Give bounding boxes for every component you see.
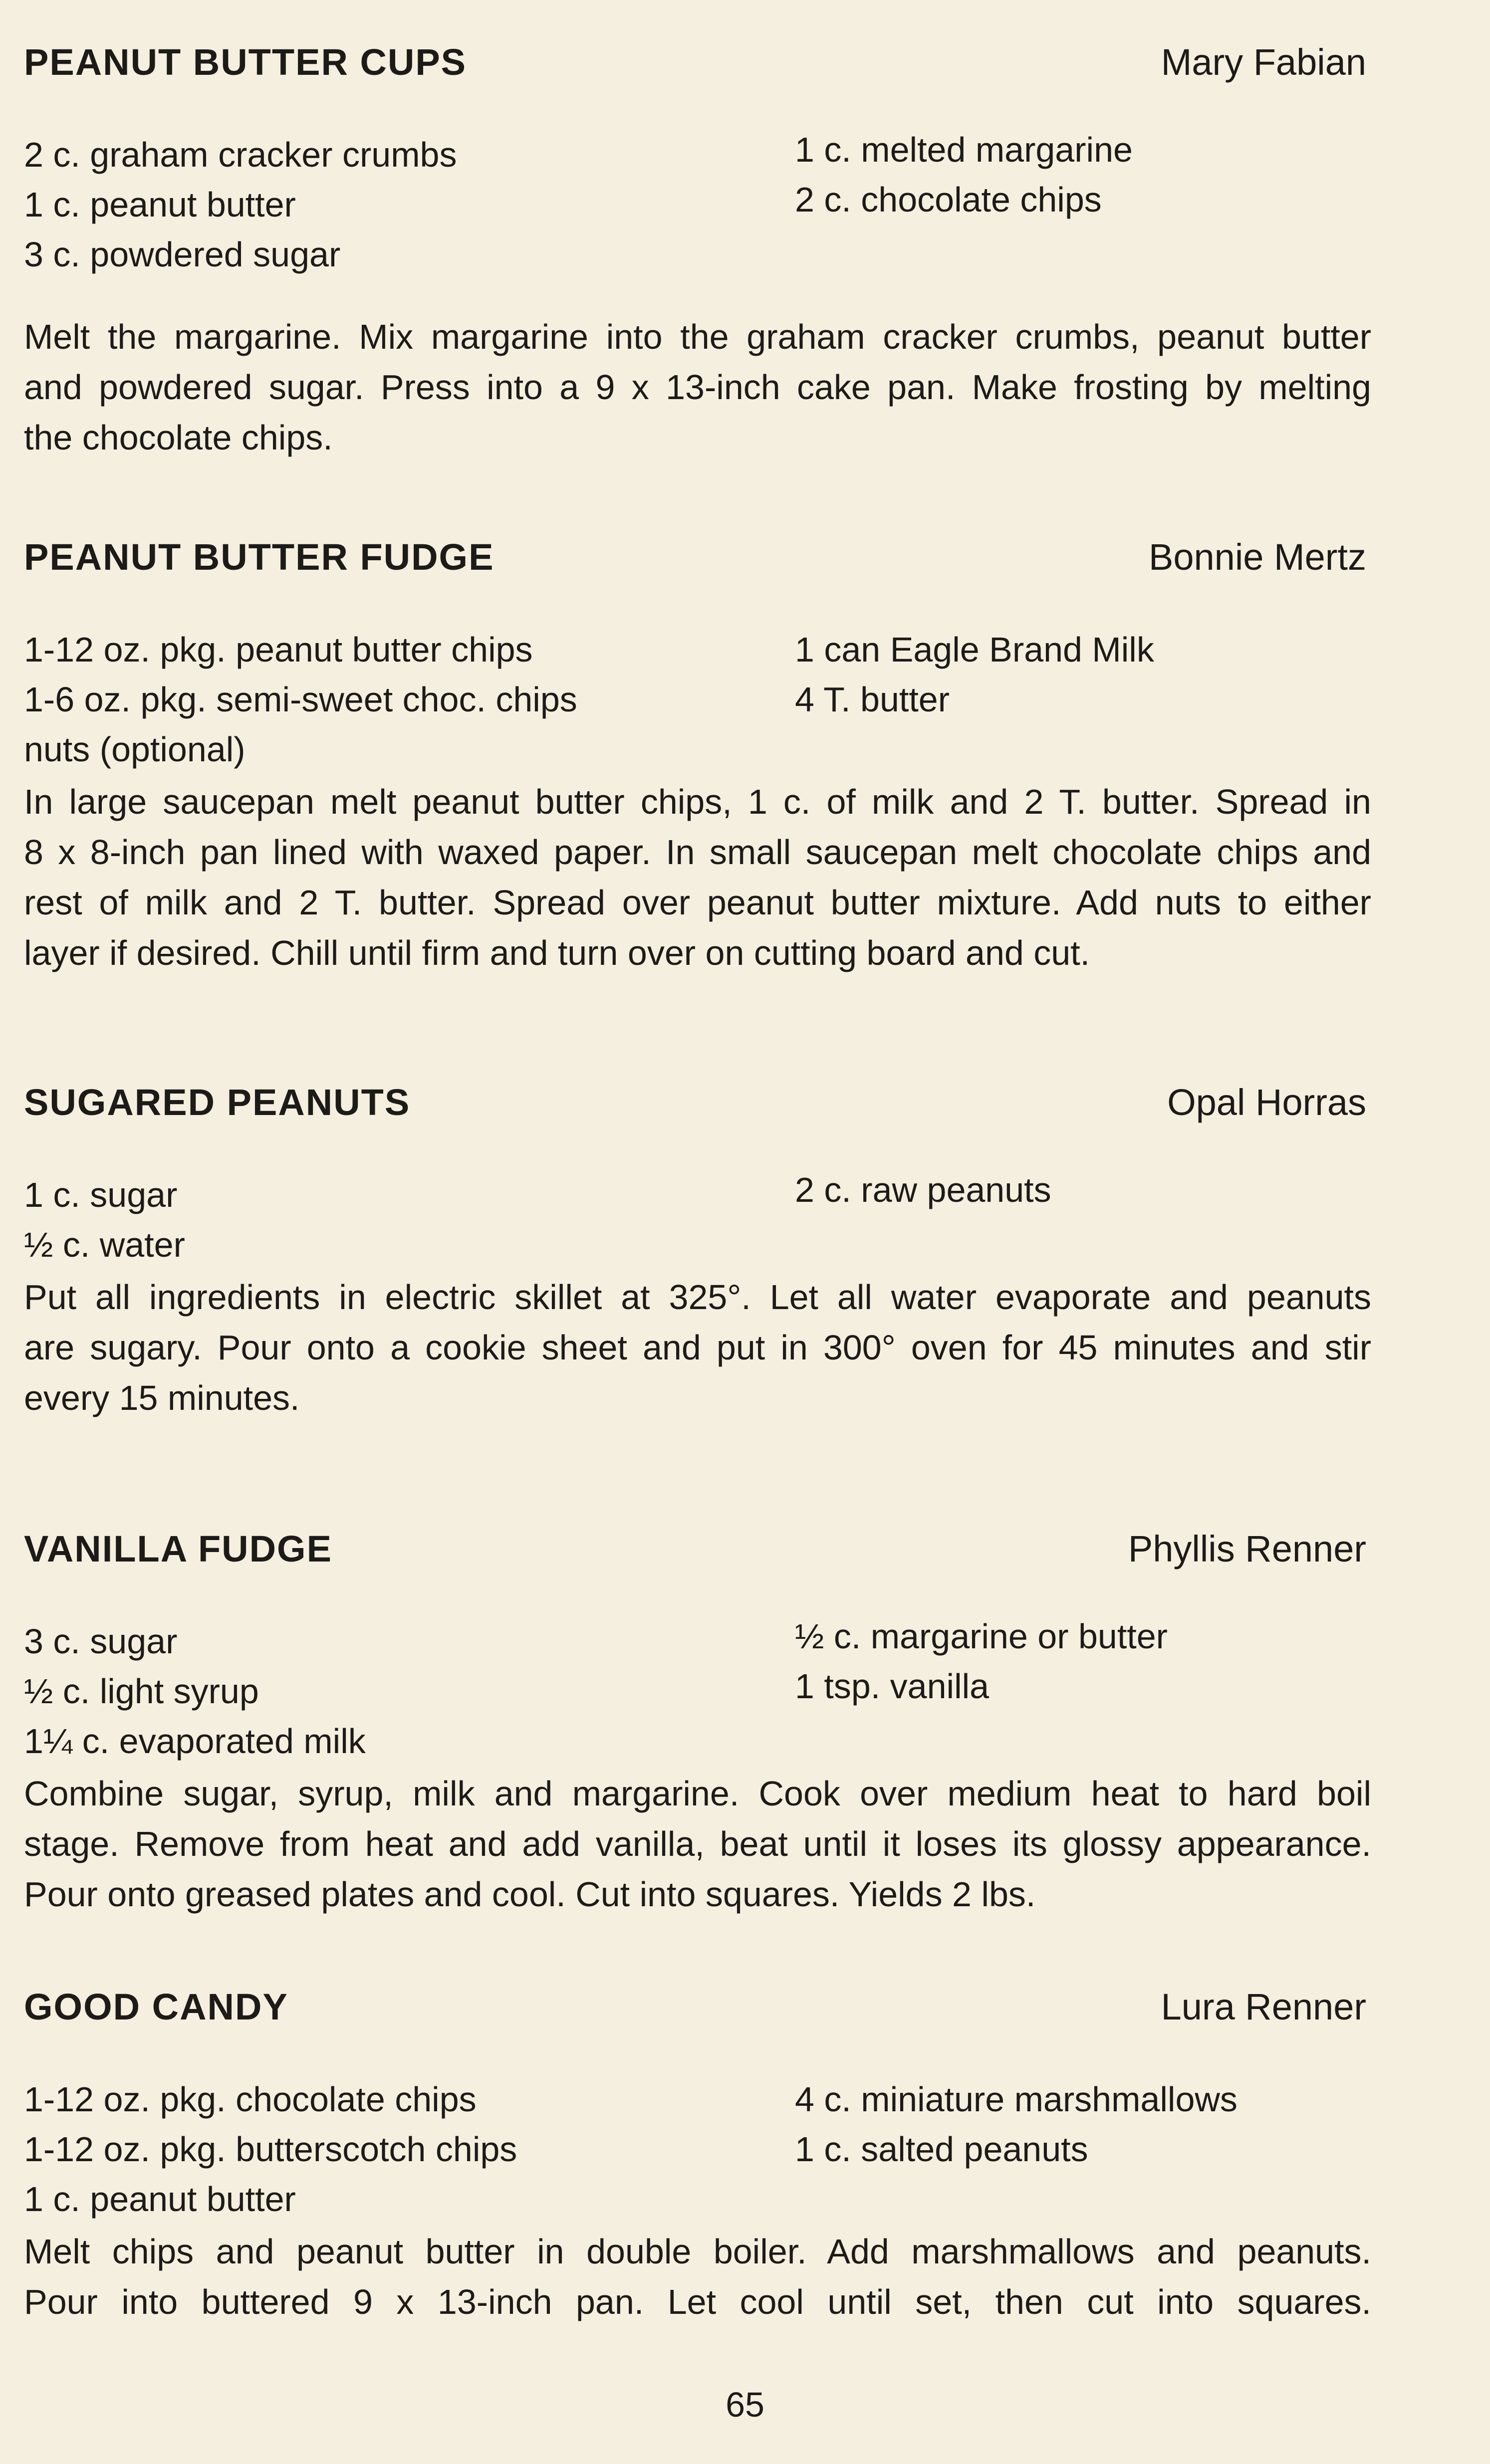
recipe-peanut-butter-fudge [24,530,1371,972]
directions-line: Put all ingredients in electric skillet at 325°. Let all water evaporate and peanuts [24,1278,1371,1317]
recipe-sugared-peanuts [24,1075,1371,1417]
directions-line: 8 x 8-inch pan lined with waxed paper. In small saucepan melt chocolate chips and [24,833,1371,872]
ingredient: 1 tsp. vanilla [795,1667,990,1706]
recipe-directions [24,2227,1371,2327]
recipe-header [24,35,1366,90]
recipe-title: SUGARED PEANUTS [24,1082,411,1123]
recipe-header [24,1980,1366,2034]
ingredient: 1 can Eagle Brand Milk [795,630,1154,669]
directions-line: In large saucepan melt peanut butter chips, 1 c. of milk and 2 T. butter. Spread in [24,782,1371,821]
ingredients-right-column [795,1165,1364,1215]
ingredient: 1 c. salted peanuts [795,2130,1088,2169]
directions-line: Pour onto greased plates and cool. Cut into squares. Yields 2 lbs. [24,1875,1036,1914]
ingredient-list [24,130,1366,279]
ingredient: 1-12 oz. pkg. chocolate chips [24,2080,477,2119]
recipe-author: Opal Horras [1167,1082,1366,1123]
ingredients-right-column [795,625,1364,724]
recipe-title: VANILLA FUDGE [24,1528,332,1569]
ingredient: 1 c. peanut butter [24,185,296,224]
ingredient: ½ c. water [24,1225,185,1264]
recipe-directions [24,312,1371,463]
ingredient: 1-12 oz. pkg. peanut butter chips [24,630,533,669]
recipe-directions [24,1272,1371,1423]
ingredient: 1¼ c. evaporated milk [24,1722,366,1761]
directions-line: the chocolate chips. [24,418,333,457]
recipe-author: Mary Fabian [1161,41,1366,83]
ingredient-list [24,2074,1366,2224]
page-number: 65 [726,2385,764,2424]
recipe-title: PEANUT BUTTER CUPS [24,41,467,83]
recipe-title: GOOD CANDY [24,1986,288,2027]
ingredient: 1 c. peanut butter [24,2180,296,2219]
ingredients-right-column [795,1611,1364,1711]
recipe-vanilla-fudge [24,1522,1371,1914]
ingredient: 3 c. sugar [24,1622,178,1661]
recipe-directions [24,777,1371,978]
ingredient: 4 c. miniature marshmallows [795,2080,1238,2119]
ingredient: 3 c. powdered sugar [24,235,341,274]
ingredients-right-column [795,2074,1364,2174]
directions-line: stage. Remove from heat and add vanilla, beat until it loses its glossy appearance. [24,1824,1371,1863]
recipe-header [24,530,1366,585]
directions-line: Melt the margarine. Mix margarine into the graham cracker crumbs, peanut butter [24,317,1371,356]
recipe-good-candy [24,1980,1371,2321]
recipe-author: Bonnie Mertz [1149,536,1366,578]
ingredient: nuts (optional) [24,730,246,769]
ingredient: 1-12 oz. pkg. butterscotch chips [24,2130,517,2169]
directions-line: rest of milk and 2 T. butter. Spread over peanut butter mixture. Add nuts to either [24,883,1371,922]
ingredient-list [24,625,1366,774]
ingredient: ½ c. light syrup [24,1672,259,1711]
recipe-peanut-butter-cups [24,35,1371,457]
ingredient-list [24,1170,1366,1270]
ingredient: 1 c. melted margarine [795,130,1133,169]
directions-line: layer if desired. Chill until firm and turn over on cutting board and cut. [24,933,1090,972]
ingredient: 2 c. chocolate chips [795,180,1102,219]
directions-line: Melt chips and peanut butter in double boiler. Add marshmallows and peanuts. [24,2232,1371,2271]
directions-line: and powdered sugar. Press into a 9 x 13-inch cake pan. Make frosting by melting [24,368,1371,407]
ingredients-left-column [24,625,792,774]
directions-line: Pour into buttered 9 x 13-inch pan. Let cool until set, then cut into squares. [24,2282,1371,2321]
recipe-title: PEANUT BUTTER FUDGE [24,536,495,578]
ingredients-left-column [24,1170,792,1270]
recipe-header [24,1075,1366,1130]
recipe-author: Lura Renner [1161,1986,1366,2027]
ingredients-left-column [24,1616,792,1766]
directions-line: every 15 minutes. [24,1378,300,1417]
ingredient: 2 c. raw peanuts [795,1170,1051,1209]
recipe-header [24,1522,1366,1576]
ingredient: ½ c. margarine or butter [795,1617,1168,1656]
ingredient: 2 c. graham cracker crumbs [24,135,457,174]
recipe-directions [24,1769,1371,1920]
ingredient: 1-6 oz. pkg. semi-sweet choc. chips [24,680,577,719]
ingredient-list [24,1616,1366,1766]
ingredients-left-column [24,130,792,279]
directions-line: are sugary. Pour onto a cookie sheet and put in 300° oven for 45 minutes and stir [24,1328,1371,1367]
ingredients-left-column [24,2074,792,2224]
recipe-author: Phyllis Renner [1128,1528,1366,1569]
ingredients-right-column [795,125,1364,224]
directions-line: Combine sugar, syrup, milk and margarine. Cook over medium heat to hard boil [24,1774,1371,1813]
ingredient: 1 c. sugar [24,1175,178,1214]
ingredient: 4 T. butter [795,680,950,719]
